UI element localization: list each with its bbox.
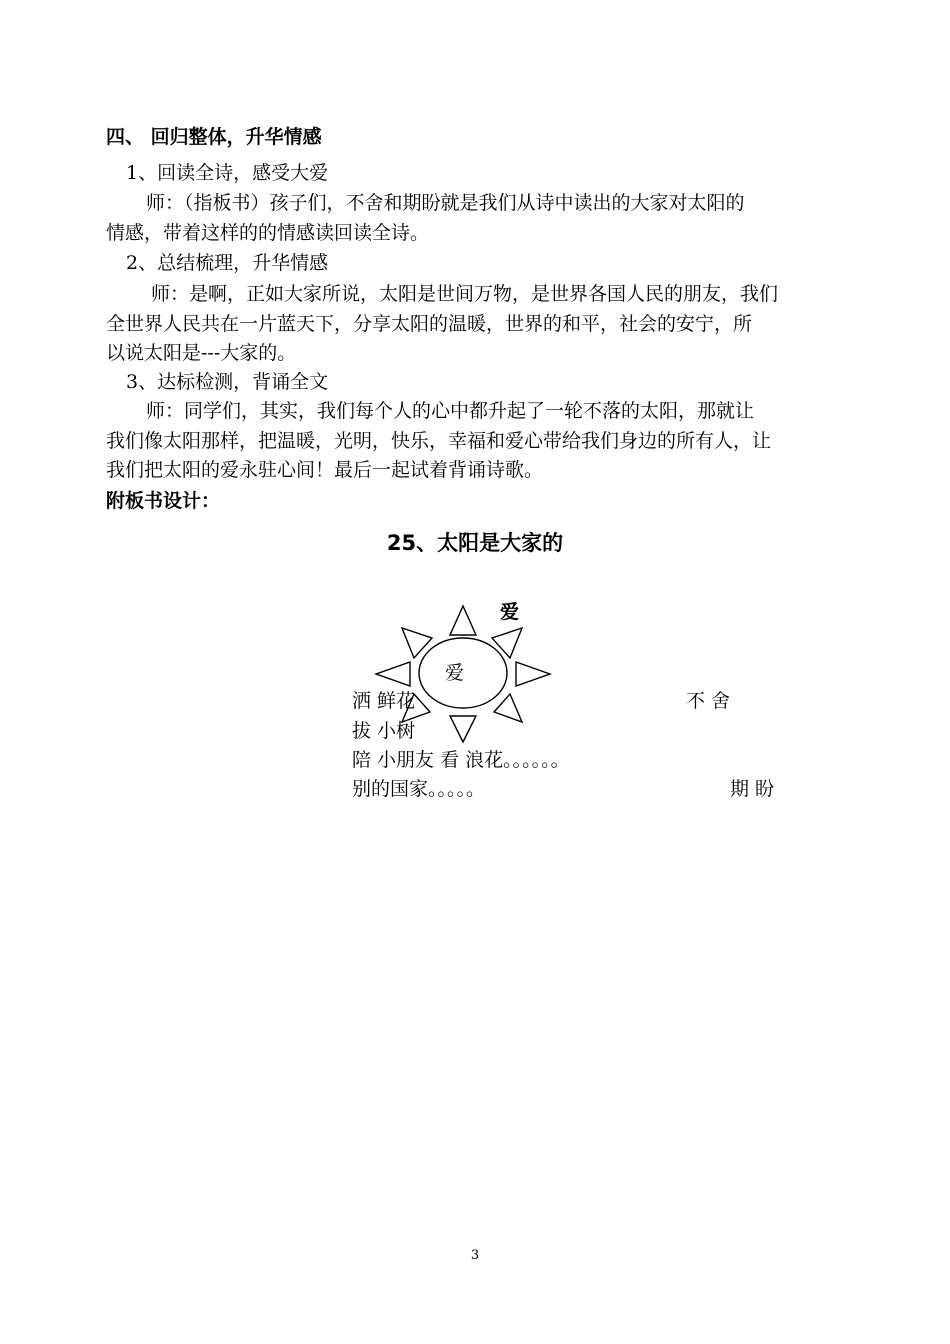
sun-ray-left xyxy=(376,662,410,686)
page-number: 3 xyxy=(470,1248,480,1263)
paragraph-3-line-1: 师：同学们，其实，我们每个人的心中都升起了一轮不落的太阳，那就让 xyxy=(146,400,755,422)
board-row-4-right: 期 盼 xyxy=(730,778,775,800)
paragraph-3-line-3: 我们把太阳的爱永驻心间！最后一起试着背诵诗歌。 xyxy=(106,459,544,481)
subsection-2-title: 2、总结梳理，升华情感 xyxy=(126,252,329,274)
sun-ray-top-left xyxy=(402,628,432,658)
paragraph-2-line-2: 全世界人民共在一片蓝天下，分享太阳的温暖，世界的和平，社会的安宁，所 xyxy=(106,313,753,335)
subsection-3-title: 3、达标检测，背诵全文 xyxy=(126,371,329,393)
sun-ray-bottom xyxy=(450,716,476,742)
board-row-1-right: 不 舍 xyxy=(686,690,731,712)
board-design-label: 附板书设计： xyxy=(106,490,221,512)
sun-center-text: 爱 xyxy=(445,662,465,684)
paragraph-2-line-3: 以说太阳是---大家的。 xyxy=(106,342,297,364)
sun-ray-bottom-right xyxy=(494,694,522,722)
sun-ray-top xyxy=(450,606,476,635)
paragraph-1-line-2: 情感，带着这样的的情感读回读全诗。 xyxy=(106,222,430,244)
sun-ray-right xyxy=(516,662,550,686)
board-title: 25、太阳是大家的 xyxy=(386,531,564,555)
board-row-2: 拔 小树 xyxy=(352,720,416,742)
paragraph-3-line-2: 我们像太阳那样，把温暖，光明，快乐，幸福和爱心带给我们身边的所有人，让 xyxy=(106,430,772,452)
board-row-1-left: 洒 鲜花 xyxy=(352,690,416,712)
section-heading: 四、 回归整体，升华情感 xyxy=(106,126,322,148)
paragraph-2-line-1: 师：是啊，正如大家所说，太阳是世间万物，是世界各国人民的朋友，我们 xyxy=(151,283,779,305)
sun-ray-top-right xyxy=(492,628,522,658)
board-row-4-left: 别的国家。。。。。 xyxy=(352,778,486,800)
board-row-3: 陪 小朋友 看 浪花。。。。。。 xyxy=(352,749,570,771)
love-label-top: 爱 xyxy=(500,601,520,623)
subsection-1-title: 1、回读全诗，感受大爱 xyxy=(126,162,329,184)
paragraph-1-line-1: 师：（指板书）孩子们，不舍和期盼就是我们从诗中读出的大家对太阳的 xyxy=(146,192,745,214)
